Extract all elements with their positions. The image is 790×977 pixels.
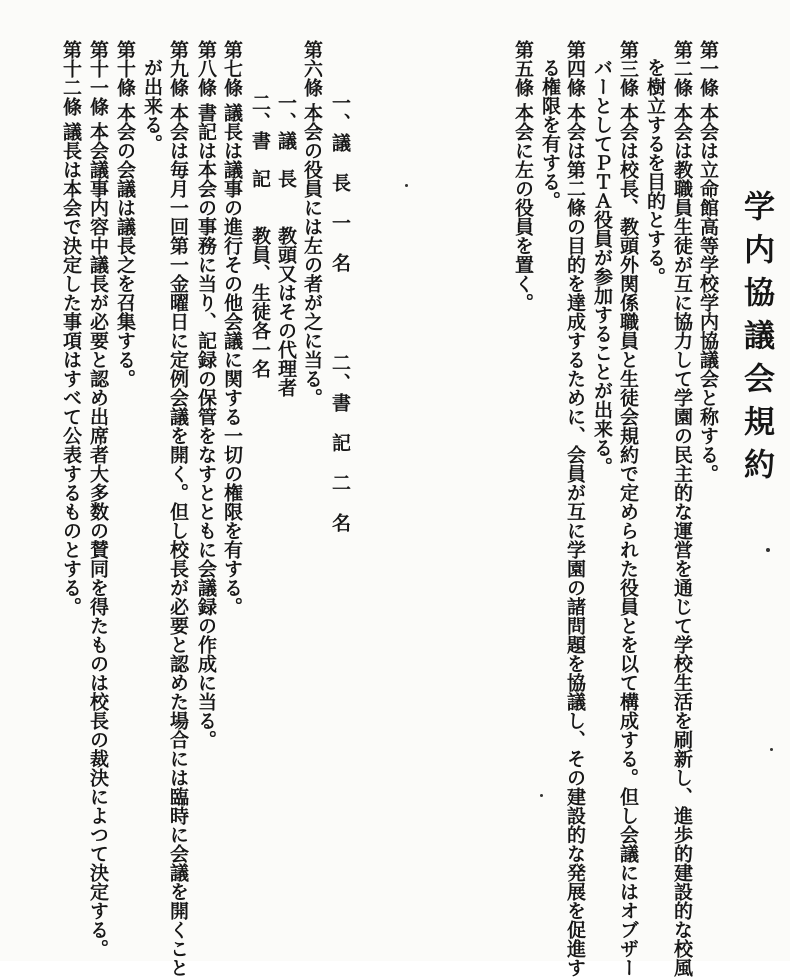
article-label: 第十條 [114,40,136,97]
article-text: 議長は議事の進行その他会議に関する一切の権限を有する。 [221,103,243,616]
article-text: 本会議事内容中議長が必要と認め出席者大多数の賛同を得たものは校長の裁決によつて決定する。 [87,122,109,958]
article-text: を樹立するを目的とする。 [644,58,666,286]
article-label: 第九條 [167,40,189,97]
article-line [302,40,321,407]
article-text: 本会は毎月一回第一金曜日に定例会議を開く。但し校長が必要と認めた場合には臨時に会議を開くこと [167,103,189,977]
article-label: 第二條 [671,40,693,97]
scan-speck [766,548,770,552]
article-line [196,40,215,749]
article-text: 本会の役員には左の者が之に当る。 [301,103,323,407]
article-label: 第三條 [617,40,639,97]
article-line [618,40,637,977]
article-text: バーとしてＰＴＡ役員が参加することが出来る。 [591,58,613,476]
article-label: 第七條 [221,40,243,97]
article-text: 議長は本会で決定した事項はすべて公表するものとする。 [60,122,82,616]
article-line [513,40,532,312]
article-text: 本会は教職員生徒が互に協力して学園の民主的な運営を通じて学校生活を刷新し、進歩的建設的な校風 [671,103,693,977]
article-line [222,40,241,616]
article-text: 一、議 長 教頭又はその代理者 [275,93,297,397]
article-text: 書記は本会の事務に当り、記録の保管をなすとともに会議録の作成に当る。 [195,103,217,749]
article-text: 本会の会議は議長之を召集する。 [114,103,136,388]
article-line-continued [592,58,611,476]
article-text: 二、書 記 教員、生徒各一名 [249,93,271,378]
article-line [61,40,80,616]
scan-speck [540,794,543,797]
article-line-continued [645,58,664,286]
officers-list [330,93,349,533]
article-label: 第十二條 [60,40,82,116]
article-line-continued [142,58,161,153]
article-line [115,40,134,388]
article-line [88,40,107,958]
officer-item [276,93,295,397]
article-text: が出来る。 [141,58,163,153]
article-text: 本会は校長、教頭外関係職員と生徒会規約で定められた役員とを以て構成する。但し会議にはオブザー [617,103,639,977]
article-label: 第一條 [697,40,719,97]
scan-speck [405,184,408,187]
article-text: 本会は第二條の目的を達成するために、会員が互に学園の諸問題を協議し、その建設的な発展を促進す [564,103,586,977]
article-line [672,40,691,977]
article-text: 本会に左の役員を置く。 [512,103,534,312]
article-line [168,40,187,977]
article-line-continued [540,58,559,210]
officer-item [250,93,269,378]
article-label: 第五條 [512,40,534,97]
article-text: る権限を有する。 [539,58,561,210]
article-line [698,40,717,483]
article-text: 一、議 長 一 名 二、書 記 二 名 [329,93,351,533]
article-label: 第十一條 [87,40,109,116]
article-text: 本会は立命館高等学校学内協議会と称する。 [697,103,719,483]
article-label: 第八條 [195,40,217,97]
document-title: 学内協議会規約 [738,190,774,491]
article-label: 第六條 [301,40,323,97]
scan-speck [770,748,773,751]
article-line [565,40,584,977]
article-label: 第四條 [564,40,586,97]
